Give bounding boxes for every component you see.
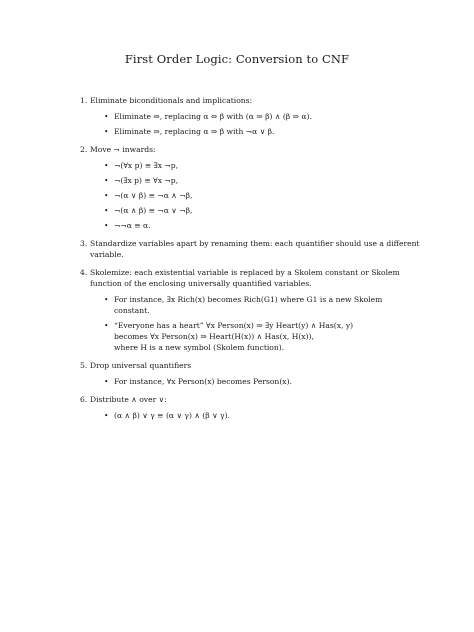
bullet-item	[102, 111, 420, 122]
item-text: Move ¬ inwards:	[90, 145, 156, 154]
bullet-list	[102, 160, 420, 231]
bullet-item	[102, 190, 420, 201]
bullet-text: For instance, ∃x Rich(x) becomes Rich(G1) where G1 is a new Skolem constant.	[114, 295, 383, 315]
bullet-item	[102, 175, 420, 186]
bullet-item	[102, 320, 420, 353]
item-number: 1.	[80, 96, 88, 105]
bullet-dot-icon: •	[104, 321, 109, 330]
bullet-item	[102, 376, 420, 387]
bullet-text: For instance, ∀x Person(x) becomes Person(x).	[114, 377, 292, 386]
bullet-dot-icon: •	[104, 411, 109, 420]
bullet-list	[102, 294, 420, 353]
bullet-item	[102, 410, 420, 421]
list-item	[80, 144, 420, 231]
item-text: Distribute ∧ over ∨:	[90, 395, 167, 404]
bullet-text: ¬(∃x p) ≡ ∀x ¬p,	[114, 176, 179, 185]
item-text: Drop universal quantifiers	[90, 361, 192, 370]
bullet-dot-icon: •	[104, 206, 109, 215]
bullet-text: “Everyone has a heart” ∀x Person(x) ⇒ ∃y Heart(y) ∧ Has(x, y)	[114, 321, 354, 330]
list-item	[80, 267, 420, 353]
list-item	[80, 394, 420, 421]
item-text: Eliminate biconditionals and implications:	[90, 96, 253, 105]
bullet-item	[102, 294, 420, 316]
bullet-dot-icon: •	[104, 127, 109, 136]
item-number: 6.	[80, 395, 88, 404]
item-number: 4.	[80, 268, 88, 277]
bullet-dot-icon: •	[104, 161, 109, 170]
bullet-item	[102, 205, 420, 216]
bullet-list	[102, 410, 420, 421]
bullet-list	[102, 111, 420, 137]
page-title: First Order Logic: Conversion to CNF	[124, 52, 350, 66]
bullet-text: ¬¬α ≡ α.	[114, 221, 151, 230]
bullet-dot-icon: •	[104, 191, 109, 200]
item-number: 3.	[80, 239, 88, 248]
bullet-text: (α ∧ β) ∨ γ ≡ (α ∨ γ) ∧ (β ∨ γ).	[114, 411, 230, 420]
bullet-dot-icon: •	[104, 112, 109, 121]
list-item	[80, 95, 420, 137]
enumerated-list	[80, 95, 420, 428]
bullet-text: ¬(∀x p) ≡ ∃x ¬p,	[114, 161, 179, 170]
bullet-text: Eliminate ⇒, replacing α ⇒ β with ¬α ∨ β.	[114, 127, 275, 136]
bullet-item	[102, 126, 420, 137]
bullet-item	[102, 160, 420, 171]
bullet-dot-icon: •	[104, 295, 109, 304]
item-text: Standardize variables apart by renaming them: each quantifier should use a different variable.	[90, 239, 420, 259]
bullet-text: becomes ∀x Person(x) ⇒ Heart(H(x)) ∧ Has(x, H(x)),	[114, 332, 314, 341]
bullet-text: ¬(α ∨ β) ≡ ¬α ∧ ¬β,	[114, 191, 193, 200]
bullet-item	[102, 220, 420, 231]
bullet-text: Eliminate ⇔, replacing α ⇔ β with (α ⇒ β) ∧ (β ⇒ α).	[114, 112, 312, 121]
item-number: 5.	[80, 361, 88, 370]
item-number: 2.	[80, 145, 88, 154]
bullet-text: where H is a new symbol (Skolem function).	[114, 343, 285, 352]
bullet-dot-icon: •	[104, 176, 109, 185]
bullet-dot-icon: •	[104, 221, 109, 230]
bullet-text: ¬(α ∧ β) ≡ ¬α ∨ ¬β,	[114, 206, 193, 215]
list-item	[80, 238, 420, 260]
item-text: Skolemize: each existential variable is replaced by a Skolem constant or Skolem function of the enclosing universally quantified variables.	[90, 268, 400, 288]
list-item	[80, 360, 420, 387]
bullet-dot-icon: •	[104, 377, 109, 386]
bullet-list	[102, 376, 420, 387]
